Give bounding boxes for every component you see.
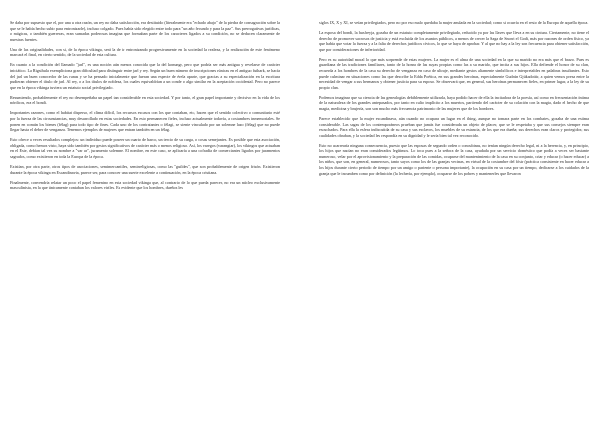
paragraph: Importantes razones, como el habitat disperso, el clima difícil, los recursos escasos con los que contaban, etc, hacen que el sentido colectivo o comunitario esté por la fuerza de las circunstancias, muy desarrollado en estas sociedades. En esto permanecen fieles, incluso actualmente todavía, a costumbres inmemoriales. Se ponen en común los bienes (félag) para todo tipo de fines. Cada uno de los contratantes o félagi, se siente vinculado por un solemne lazo (félag) que no puede llegar hasta el deber de venganza. Tenemos ejemplos de mujeres que entran también en un félag.	[10, 110, 280, 133]
paragraph: Una de las originalidades, con si, de la época vikinga, será la de ir entronizando progresivamente en la sociedad la realeza, y la realización de este fenómeno marcará el final, en cierto sentido, de la sociedad de esta cultura.	[10, 46, 280, 58]
paragraph: Parece establecido que la mujer escandinava, aún cuando no ocupara un lugar en el thing, aunque no tomara parte en los combates, gozaba de una estima considerable. Las sagas de los contemporáneos prueban que jamás fue considerada un objeto de placer, que se le respetaba y que sus consejos siempre eran escuchados. Para ella la esfera indiscutida de su casa y sus esclavos, los muebles de su estancia, de los que era dueña; sus derechos eran claros y protegidos; sus cualidades obraban, y la sociedad les respondía en su dignidad y le sería bien tal vez reconocido.	[319, 116, 589, 138]
paragraph: Finalmente, convendría relatar un poco el papel femenino en esta sociedad vikinga que, al contrario de lo que pueda parecer, no era un núcleo exclusivamente masculinista, en la que únicamente contaban los valores viriles. Es evidente que los hombres, dueños les	[10, 179, 280, 191]
paragraph: En cuanto a la condición del llamado "jarl", es una noción aún menos conocida que la del konungr, pero que podría ser más antigua y revelarse de carácter iniciático. La Rigsthula exempliciona gran dificultad para distinguir entre jarl y rey. Según un buen número de inscripciones rúnicas en el antiguo futhark, se hacía del jarl un buen conocedor de las runas y se ha pensado inicialmente que fueran una especie de érela aparte, que gracias a su especialización en la escritura pudieran obtener el título de jarl. Al rey, o a los títulos de nobleza, los cuales equivaldrían a un conde o algo similar en la aceptación occidental. Pero no parece que en la época vikinga tuviera un estatuto social privilegiado.	[10, 62, 280, 90]
right-column	[319, 20, 589, 181]
left-column	[10, 20, 280, 195]
paragraph: Existían, por otra parte, otros tipos de asociaciones, semimercantiles, semirreligiosas, como las "guildes", que son probablemente de origen frisón. Existieron durante la época vikinga en Escandinavia, parece ser, para conocer una suerte excelente a continuación, en la época cristiana.	[10, 164, 280, 175]
paragraph: La esposa del bondi, la husfreyja, gozaba de un estatuto completamente privilegiado, reducido ya por las llaves que lleva a en su cintura. Ciertamente, no tiene el derecho de promover sacrosos de justicia y está excluida de los asuntos públicos, a menos de crecer la Saga de Snorri el Godi, más por razones de orden físico, ya que había que votar la fuerza y a la falta de derechos jurídicos cívicos, lo que se haya de aprobar. Y al que no hay a la ley son frecuencia para obtener satisfacción, que por consideraciones de inferioridad.	[319, 30, 589, 52]
paragraph: Resumiendo, probablemente el rey no desempeñaba un papel tan considerable en esta sociedad. Y por tanto, el gran papel importante y decisivo en la vida de los nórdicos, era el bondi.	[10, 94, 280, 106]
paragraph: siglos IX, X y XI, se veían privilegiados, pero no por eso malo quedaba la mujer anulada en la sociedad; como si ocurría en el resto de la Europa de aquella época.	[319, 20, 589, 25]
paragraph: Podemos imaginar que su ciencia de las genealogías debiblemente utilizarla, haya podido hacer de ella la incitadora de la poesía, así como en frecuentación íntima de la naturaleza de los grandes antepasados, por tanto en culto implícito a los muertos, partiendo del carácter de su colación con la magia, dado el hecho de que magia, medicina y brujería, son son mucho más frecuencia patrimonio de las mujeres que de los hombres.	[319, 94, 589, 111]
paragraph: Esto ofrece a veces resultados complejos: un individuo puede poseer un cuarto de barco, un tercio de su carga, o cosas semejantes. Es posible que esta asociación, obligada, como hemos visto, haya sido también por gestos significativos de carácter más o menos religioso. Así, los varegos (varangiar), los vikingos que actuaban en el Este, debían tal vez su nombre a "var ar", juramento solemne. El nombre, en este caso, se aplicaría a una cofradía de comerciantes ligados por juramentos sagrados, como existieron en toda la Europa de la época.	[10, 137, 280, 159]
paragraph: Se daba por supuesto que el, por una u otra razón, un rey no daba satisfacción, era destituido (literalmente era "echado abajo" de la piedra de consagración sobre la que se le había hecho subir para entronizarle), incluso colgado. Pues había sido elegido entre todo para "un año fecundo y para la paz". Sus prerrogativas jurídicas, o mágicas, o también guerreras, eran sumadas poderosas imagina que formaban parte de los caracteres ligados a su condición, no se deducen claramente de nuestras fuentes.	[10, 20, 280, 42]
paragraph: Esto no acarrearía ninguna consecuencia, puesto que las esposas de segundo orden o concubinas, no tenían ningún derecho legal, ni a la herencia, y, en principio, los hijos que nacían no eran considerados legítimos. Lo toca pues a la señora de la casa, ayudada por un servicio doméstico que podía a veces ser bastante numeroso, velar por el aprovisionamiento y la preparación de las comidas, ocuparse del mantenimiento de la casa en su conjunto, criar y educar (o hacer educar) a los niños, que son, en general, numerosos, tanto sayos como los de las granjas vecinas, en virtud de la costumbre del fóstr (práctica consistente en hacer educar a los hijos durante cierto periodo de tiempo por un amigo o pariente o persona importante), la ocupación en su casa por un tiempo, dedicarse a los cuidados de la granja que le incumben como por definición (la lechería, por ejemplo), ocuparse de los pobres y mantenerles que llevaron	[319, 142, 589, 176]
paragraph: Pero es su autoridad moral lo que más sorprende de estas mujeres. La mujer es el alma de una sociedad en la que su marido no era más que el brazo. Pues es guardiana de las tradiciones familiares, tanto de la honra de las suyas propias como las a su marido, que incita a sus hijos. Ella defiende el honor de su clan, recuerda a los hombres de la casa su derecho de venganza en caso de ultraje, mediante gestos altamente simbólicos e interpretables en palabras insultantes. Esto puede culminar en situaciones como las que describe la Edda Poética, en sus grandes heroínas, especialmente Gudrún Gjúkadottir, a quien vemos presa entre la necesidad de vengar a sus hermanos y obtener justicia para su esposo. Se observará que, en general, sus heroínas permanecen fieles, en primer lugar, a la ley de su propio clan.	[319, 56, 589, 90]
